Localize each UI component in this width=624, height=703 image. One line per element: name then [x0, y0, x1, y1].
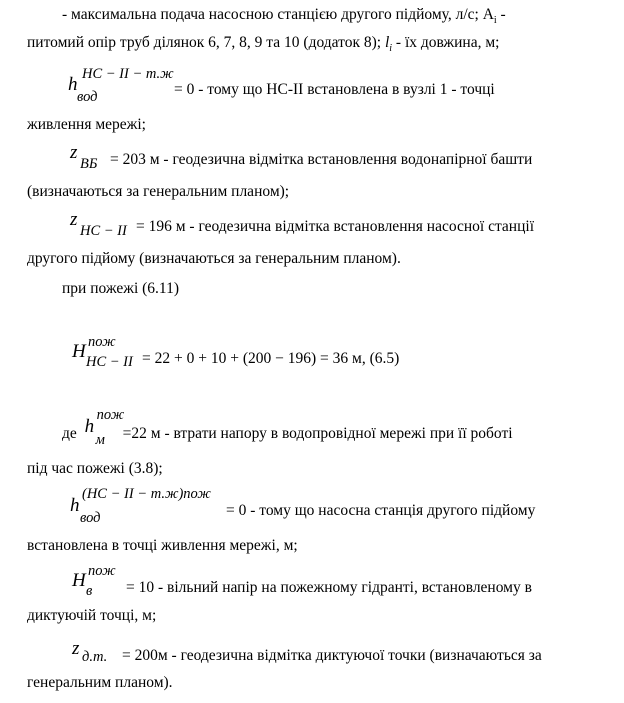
formula-z-dt	[62, 638, 122, 665]
equation-line	[62, 334, 400, 370]
subscript: вод	[80, 510, 101, 526]
text: = 0 - тому що НС-ІІ встановлена в вузлі 1 - точці	[174, 81, 495, 98]
symbol-l: l	[384, 34, 390, 51]
formula-line	[62, 209, 535, 239]
symbol-h: h	[68, 74, 78, 95]
paragraph-line	[27, 34, 499, 58]
text: питомий опір труб ділянок 6, 7, 8, 9 та 10 (додаток 8);	[27, 34, 382, 51]
formula-z-vb	[62, 142, 110, 172]
paragraph-line	[27, 674, 173, 692]
superscript: пож	[96, 407, 125, 423]
text: (визначаються за генеральним планом);	[27, 183, 290, 200]
text: генеральним планом).	[27, 674, 173, 691]
paragraph-line	[27, 250, 401, 268]
text: встановлена в точці живлення мережі, м;	[27, 537, 298, 554]
text: = 203 м - геодезична відмітка встановлення водонапірної башти	[110, 151, 533, 168]
subscript: м	[95, 432, 105, 448]
symbol-h: h	[84, 416, 95, 437]
text: -	[496, 6, 506, 23]
formula-z-ns	[62, 209, 136, 239]
symbol-z: z	[72, 638, 80, 659]
text: другого підйому (визначаються за генеральним планом).	[27, 250, 401, 267]
text: під час пожежі (3.8);	[27, 460, 163, 477]
superscript: пож	[88, 334, 116, 350]
superscript: НС − II − т.ж	[82, 66, 174, 82]
subscript: i	[493, 15, 497, 27]
subscript: НС − II	[86, 354, 133, 370]
symbol-H: H	[72, 341, 86, 362]
subscript: д.т.	[82, 649, 108, 665]
text: при пожежі (6.11)	[62, 280, 180, 297]
formula-line	[62, 638, 542, 665]
equation-text: = 22 + 0 + 10 + (200 − 196) = 36 м, (6.5)	[142, 350, 400, 367]
symbol-z: z	[70, 209, 78, 230]
text: живлення мережі;	[27, 116, 146, 133]
formula-H-v	[62, 563, 126, 599]
formula-line	[62, 486, 536, 526]
subscript: i	[389, 43, 393, 55]
symbol-z: z	[70, 142, 78, 163]
formula-line	[62, 66, 495, 105]
symbol-H: H	[72, 570, 86, 591]
formula-line	[62, 142, 533, 172]
text: де	[62, 425, 77, 442]
formula-H-ns	[62, 334, 142, 370]
paragraph-line	[62, 6, 506, 30]
formula-line	[62, 407, 513, 448]
text: - їх довжина, м;	[392, 34, 500, 51]
superscript: (НС − II − т.ж)пож	[82, 486, 211, 502]
text: = 0 - тому що насосна станція другого підйому	[226, 502, 536, 519]
text: диктуючій точці, м;	[27, 607, 157, 624]
paragraph-line	[27, 116, 146, 134]
paragraph-line	[27, 460, 163, 478]
formula-h-vod	[62, 66, 174, 105]
formula-h-m	[81, 407, 125, 448]
formula-h-vod-pozh	[62, 486, 226, 526]
symbol-h: h	[70, 495, 80, 516]
text: =22 м - втрати напору в водопровідної мережі при її роботі	[122, 425, 513, 442]
text: - максимальна подача насосною станцією другого підйому, л/с; A	[62, 6, 494, 23]
paragraph-line	[27, 183, 289, 201]
paragraph-line	[27, 537, 298, 555]
subscript: ВБ	[80, 156, 98, 172]
superscript: пож	[88, 563, 116, 579]
subscript: в	[86, 583, 93, 599]
paragraph-line	[27, 607, 156, 625]
text: = 200м - геодезична відмітка диктуючої точки (визначаються за	[122, 647, 542, 664]
subscript: НС − II	[80, 223, 127, 239]
subscript: вод	[77, 89, 98, 105]
paragraph-line	[62, 280, 179, 298]
text: = 10 - вільний напір на пожежному гідранті, встановленому в	[126, 579, 532, 596]
formula-line	[62, 563, 532, 599]
text: = 196 м - геодезична відмітка встановлення насосної станції	[136, 218, 535, 235]
